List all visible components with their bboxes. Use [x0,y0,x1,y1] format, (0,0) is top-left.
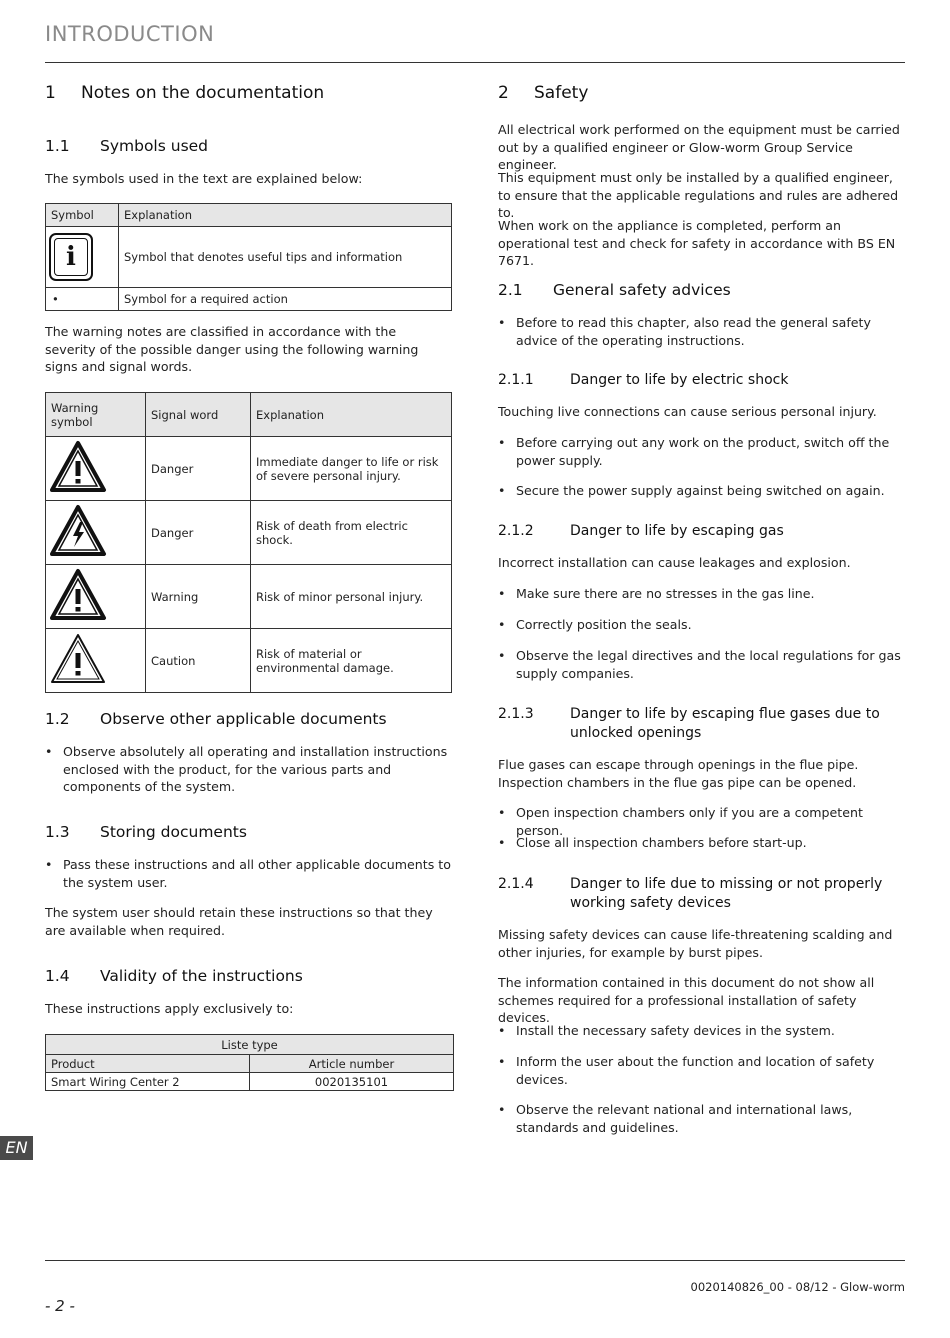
table-header: Product [46,1055,250,1073]
section-2-1-3-heading [498,705,903,743]
table-cell: Smart Wiring Center 2 [46,1073,250,1091]
warning-intro: The warning notes are classified in accordance with the severity of the possible danger using the following warning signs and signal words. [45,324,419,374]
section-title: Safety [534,83,589,103]
section-number: 1.1 [45,137,70,155]
section-number: 2 [498,83,509,103]
section-1-1-heading [45,137,208,155]
section-2-1-2-heading [498,522,903,541]
section-1-3-heading [45,823,247,841]
section-title: Storing documents [100,823,247,841]
paragraph: Flue gases can escape through openings in the flue pipe. Inspection chambers in the flue gas pipe can be opened. [498,757,859,790]
section-2-heading [498,83,588,103]
paragraph: The information contained in this document do not show all schemes required for a professional installation of safety devices. [498,975,875,1025]
section-title: Validity of the instructions [100,967,303,985]
paragraph: Touching live connections can cause serious personal injury. [498,404,877,419]
section-number: 2.1.1 [498,372,534,388]
signal-word: Danger [146,437,251,501]
table-cell: Risk of material or environmental damage. [251,629,452,693]
section-1-4-heading [45,967,303,985]
signal-word: Caution [146,629,251,693]
list-item: • Observe absolutely all operating and installation instructions enclosed with the product, for the various parts and components of the system. [45,743,453,796]
section-2-1-1-heading [498,371,903,390]
section-number: 2.1.4 [498,876,534,892]
bullet-symbol: • [46,288,119,311]
table-row [46,501,452,565]
section-number: 2.1.3 [498,706,534,722]
list-item: • Before carrying out any work on the product, switch off the power supply. [498,434,901,469]
list-item: • Pass these instructions and all other applicable documents to the system user. [45,856,458,891]
section-2-1-4-heading [498,875,903,913]
section-title: Danger to life by electric shock [570,372,789,388]
list-item: • Close all inspection chambers before start-up. [498,834,911,852]
table-caption: Liste type [46,1035,454,1055]
paragraph: These instructions apply exclusively to: [45,1001,294,1016]
paragraph: All electrical work performed on the equipment must be carried out by a qualified engineer or Glow-worm Group Service engineer. [498,122,900,172]
section-title: Danger to life by escaping flue gases due to unlocked openings [570,706,880,741]
table-header: Symbol [46,204,119,227]
document-reference: 0020140826_00 - 08/12 - Glow-worm [690,1280,905,1294]
table-header: Explanation [251,393,452,437]
table-row [46,629,452,693]
table-cell: Symbol for a required action [119,288,452,311]
paragraph: When work on the appliance is completed, perform an operational test and check for safety in accordance with BS EN 7671. [498,218,896,268]
section-title: General safety advices [553,281,731,299]
list-item: • Observe the legal directives and the local regulations for gas supply companies. [498,647,911,682]
section-2-1-heading [498,281,731,299]
section-number: 1.2 [45,710,70,728]
caution-triangle-icon [49,632,107,686]
warning-table [45,392,452,693]
section-number: 2.1 [498,281,523,299]
warning-triangle-icon [49,568,107,622]
symbols-table [45,203,452,311]
section-number: 1.3 [45,823,70,841]
header-rule [45,62,905,63]
signal-word: Danger [146,501,251,565]
table-header: Article number [250,1055,454,1073]
paragraph: The system user should retain these instructions so that they are available when required. [45,905,433,938]
symbols-intro: The symbols used in the text are explained below: [45,171,363,186]
section-1-2-heading [45,710,387,728]
table-row [46,565,452,629]
paragraph: Incorrect installation can cause leakages and explosion. [498,555,851,570]
section-number: 1.4 [45,967,70,985]
page-number: - 2 - [45,1297,75,1315]
electric-shock-icon [49,504,107,558]
page-header-title: INTRODUCTION [45,22,215,46]
table-cell: Immediate danger to life or risk of severe personal injury. [251,437,452,501]
validity-table [45,1034,454,1091]
table-cell: Risk of death from electric shock. [251,501,452,565]
list-item: • Observe the relevant national and international laws, standards and guidelines. [498,1101,901,1136]
table-cell: Symbol that denotes useful tips and information [119,227,452,288]
table-header: Explanation [119,204,452,227]
signal-word: Warning [146,565,251,629]
warning-triangle-icon [49,440,107,494]
info-icon: i [49,233,93,281]
section-title: Notes on the documentation [81,83,325,103]
list-item: • Before to read this chapter, also read the general safety advice of the operating instructions. [498,314,911,349]
section-title: Danger to life by escaping gas [570,523,784,539]
paragraph: Missing safety devices can cause life-threatening scalding and other injuries, for example by burst pipes. [498,927,893,960]
section-title: Observe other applicable documents [100,710,387,728]
list-item: • Make sure there are no stresses in the gas line. [498,585,911,603]
section-1-heading [45,83,324,103]
table-header: Warning symbol [46,393,146,437]
footer-rule [45,1260,905,1261]
table-row [46,227,452,288]
table-row [46,1073,454,1091]
table-row [46,288,452,311]
section-number: 1 [45,83,56,103]
paragraph: This equipment must only be installed by a qualified engineer, to ensure that the applicable regulations and rules are adhered to. [498,170,899,220]
section-number: 2.1.2 [498,523,534,539]
language-tab: EN [0,1136,33,1160]
section-title: Symbols used [100,137,209,155]
list-item: • Install the necessary safety devices in the system. [498,1022,911,1040]
table-header: Signal word [146,393,251,437]
section-title: Danger to life due to missing or not properly working safety devices [570,876,883,911]
table-cell: Risk of minor personal injury. [251,565,452,629]
list-item: • Correctly position the seals. [498,616,911,634]
table-cell: 0020135101 [250,1073,454,1091]
table-row [46,437,452,501]
list-item: • Open inspection chambers only if you are a competent person. [498,804,911,839]
list-item: • Inform the user about the function and location of safety devices. [498,1053,901,1088]
list-item: • Secure the power supply against being switched on again. [498,482,911,500]
